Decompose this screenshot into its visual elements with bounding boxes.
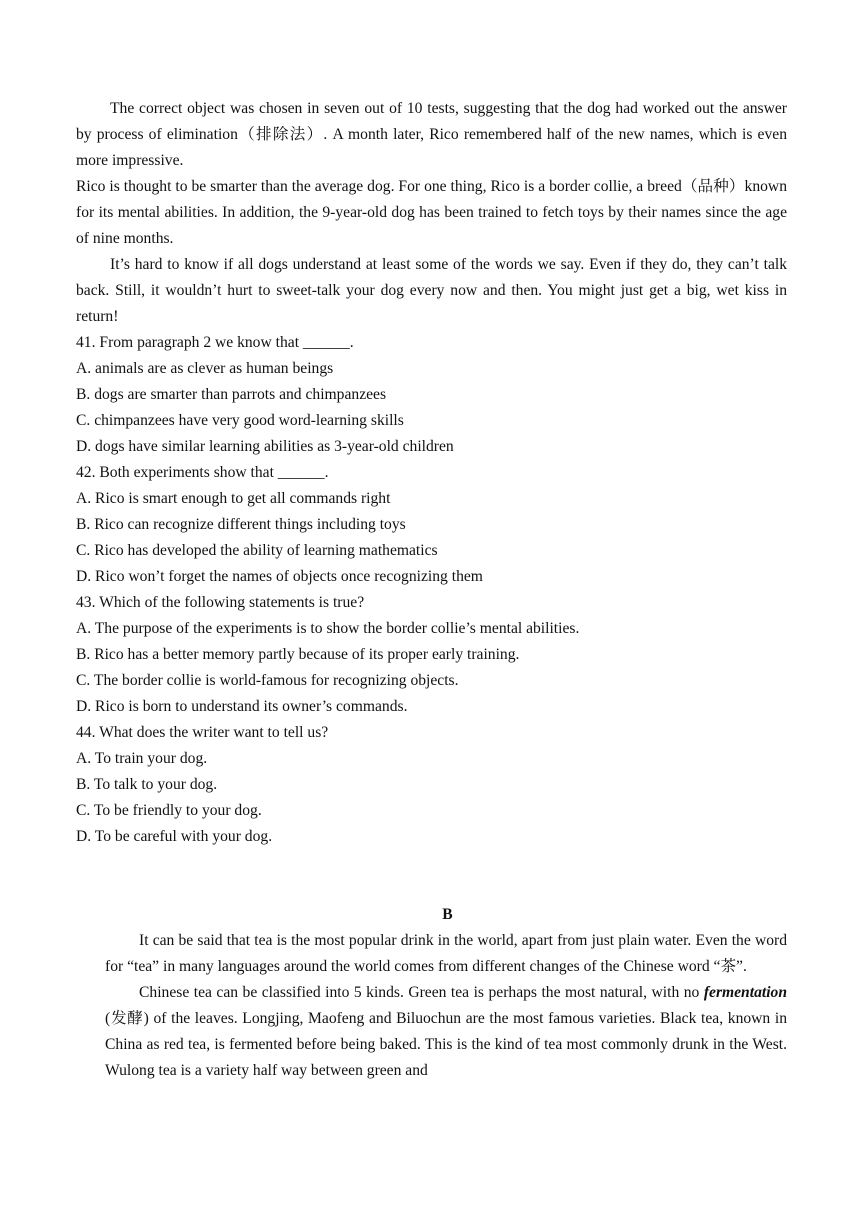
passage-b-paragraph-1: It can be said that tea is the most popular drink in the world, apart from just plain water. Even the word for “tea” in many languages around the world comes from different changes of the Chinese word “茶”. bbox=[105, 932, 787, 975]
question-stem: 44. What does the writer want to tell us? bbox=[76, 724, 329, 741]
question-42 bbox=[76, 460, 787, 590]
question-41 bbox=[76, 330, 787, 460]
section-heading-b: B bbox=[442, 906, 453, 923]
text-run: Chinese tea can be classified into 5 kinds. Green tea is perhaps the most natural, with no bbox=[139, 984, 704, 1001]
answer-option: A. animals are as clever as human beings bbox=[76, 360, 334, 377]
emphasized-term: fermentation bbox=[703, 984, 787, 1001]
answer-option: A. To train your dog. bbox=[76, 750, 208, 767]
answer-option: D. To be careful with your dog. bbox=[76, 828, 273, 845]
answer-option: D. dogs have similar learning abilities as 3-year-old children bbox=[76, 438, 454, 455]
answer-option: B. Rico can recognize different things including toys bbox=[76, 516, 406, 533]
question-44 bbox=[76, 720, 787, 850]
answer-option: A. Rico is smart enough to get all commands right bbox=[76, 490, 391, 507]
question-stem: 42. Both experiments show that ______. bbox=[76, 464, 329, 481]
answer-option: C. chimpanzees have very good word-learning skills bbox=[76, 412, 404, 429]
passage-a-paragraph-2: Rico is thought to be smarter than the average dog. For one thing, Rico is a border collie, a breed（品种）known for its mental abilities. In addition, the 9-year-old dog has been trained to fetch toys by their names since the age of nine months. bbox=[76, 178, 787, 247]
passage-b-paragraph-2 bbox=[105, 980, 787, 1084]
answer-option: B. To talk to your dog. bbox=[76, 776, 218, 793]
answer-option: A. The purpose of the experiments is to show the border collie’s mental abilities. bbox=[76, 620, 580, 637]
answer-option: D. Rico is born to understand its owner’s commands. bbox=[76, 698, 408, 715]
passage-b bbox=[105, 928, 787, 1084]
answer-option: B. Rico has a better memory partly because of its proper early training. bbox=[76, 646, 520, 663]
answer-option: C. Rico has developed the ability of learning mathematics bbox=[76, 542, 438, 559]
passage-a-paragraph-3: It’s hard to know if all dogs understand at least some of the words we say. Even if they do, they can’t talk back. Still, it wouldn’t hurt to sweet-talk your dog every now and then. You might just get a big, wet kiss in return! bbox=[76, 256, 787, 325]
passage-a bbox=[76, 96, 787, 850]
passage-a-paragraph-1: The correct object was chosen in seven out of 10 tests, suggesting that the dog had worked out the answer by process of elimination（排除法）. A month later, Rico remembered half of the new names, which is even more impressive. bbox=[76, 100, 787, 169]
question-43 bbox=[76, 590, 787, 720]
question-stem: 43. Which of the following statements is true? bbox=[76, 594, 365, 611]
answer-option: C. To be friendly to your dog. bbox=[76, 802, 262, 819]
question-stem: 41. From paragraph 2 we know that ______. bbox=[76, 334, 354, 351]
answer-option: B. dogs are smarter than parrots and chimpanzees bbox=[76, 386, 387, 403]
answer-option: D. Rico won’t forget the names of objects once recognizing them bbox=[76, 568, 483, 585]
text-run: (发酵) of the leaves. Longjing, Maofeng and Biluochun are the most famous varieties. Black tea, known in China as red tea, is fermented before being baked. This is the kind of tea most commonly drunk in the West. Wulong tea is a variety half way between green and bbox=[105, 1010, 787, 1079]
answer-option: C. The border collie is world-famous for recognizing objects. bbox=[76, 672, 459, 689]
